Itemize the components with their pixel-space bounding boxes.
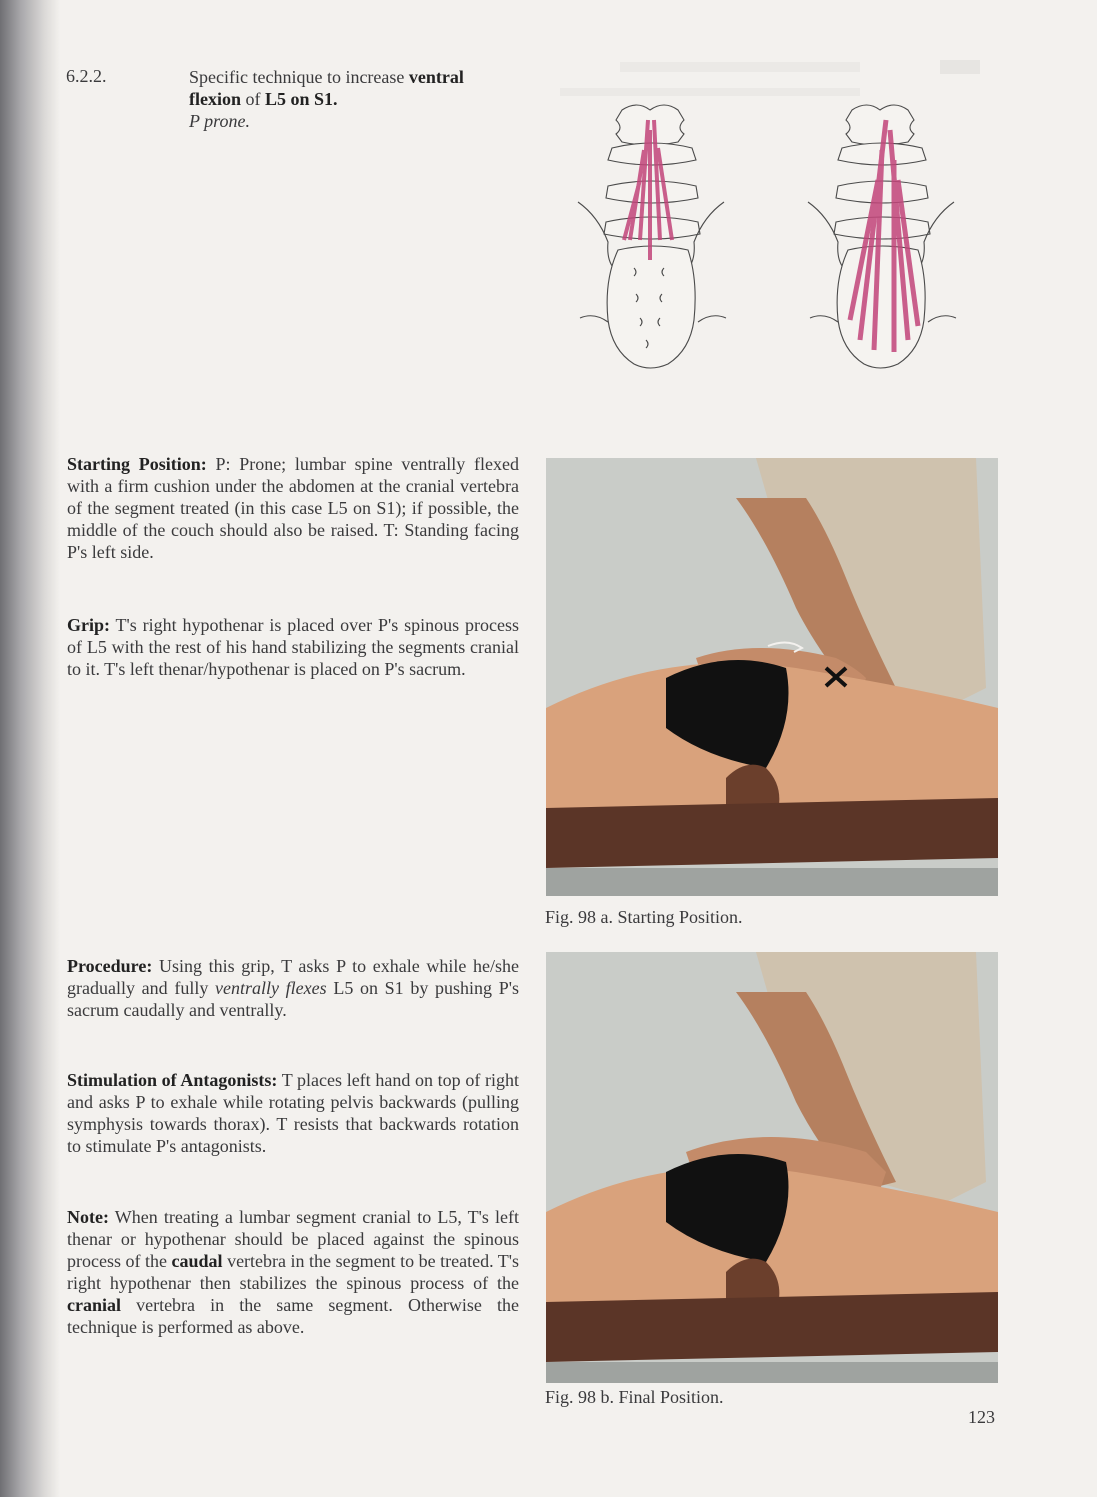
- procedure-text-b: L5 on S1 by pushing P's sacrum caudally and ventrally.: [67, 978, 519, 1020]
- figure-98b-illustration: [546, 952, 998, 1383]
- grip-paragraph: [67, 614, 519, 680]
- procedure-paragraph: [67, 955, 519, 1021]
- note-paragraph: [67, 1206, 519, 1338]
- bleed-through-mark: [620, 62, 860, 72]
- note-bold-caudal: caudal: [171, 1251, 223, 1271]
- starting-position-text: P: Prone; lumbar spine ventrally flexed with a firm cushion under the abdomen at the cranial vertebra of the segment treated (in this case L5 on S1); if possible, the middle of the couch should also be raised. T: Standing facing P's left side.: [67, 454, 519, 562]
- heading-subtitle: P prone.: [189, 111, 250, 131]
- starting-position-paragraph: [67, 453, 519, 563]
- figure-98a-illustration: [546, 458, 998, 896]
- heading-mid: of: [241, 89, 265, 109]
- grip-text: T's right hypothenar is placed over P's spinous process of L5 with the rest of his hand stabilizing the segments cranial to it. T's left thenar/hypothenar is placed on P's sacrum.: [67, 615, 519, 679]
- bleed-through-mark: [940, 60, 980, 74]
- antagonists-label: Stimulation of Antagonists:: [67, 1070, 278, 1090]
- page-binding-shadow: [0, 0, 60, 1497]
- section-heading: [189, 66, 519, 132]
- figure-98a-caption: Fig. 98 a. Starting Position.: [545, 907, 743, 927]
- figure-98b-photo: [546, 952, 998, 1383]
- antagonists-paragraph: [67, 1069, 519, 1157]
- heading-bold-2: L5 on S1.: [265, 89, 338, 109]
- figure-98b-caption: Fig. 98 b. Final Position.: [545, 1387, 724, 1407]
- note-text-b: vertebra in the segment to be treated. T's right hypothenar then stabilizes the spinous process of the: [67, 1251, 520, 1293]
- heading-text: Specific technique to increase: [189, 67, 409, 87]
- heading-bold: ventral flexion: [189, 67, 464, 109]
- lumbar-muscle-diagram: [560, 90, 990, 390]
- procedure-text-a: Using this grip, T asks P to exhale while he/she gradually and fully: [67, 956, 519, 998]
- starting-position-label: Starting Position:: [67, 454, 207, 474]
- note-label: Note:: [67, 1207, 109, 1227]
- note-text-a: When treating a lumbar segment cranial to L5, T's left thenar or hypothenar should be placed against the spinous process of the: [67, 1207, 519, 1271]
- note-bold-cranial: cranial: [67, 1295, 121, 1315]
- page-number: 123: [968, 1407, 995, 1427]
- note-text-c: vertebra in the same segment. Otherwise the technique is performed as above.: [67, 1295, 519, 1337]
- grip-label: Grip:: [67, 615, 110, 635]
- procedure-label: Procedure:: [67, 956, 153, 976]
- figure-98a-photo: [546, 458, 998, 896]
- procedure-italic: ventrally flexes: [215, 978, 327, 998]
- antagonists-text: T places left hand on top of right and asks P to exhale while rotating pelvis backwards (pulling symphysis towards thorax). T resists that backwards rotation to stimulate P's antagonists.: [67, 1070, 519, 1156]
- section-number: 6.2.2.: [66, 66, 107, 86]
